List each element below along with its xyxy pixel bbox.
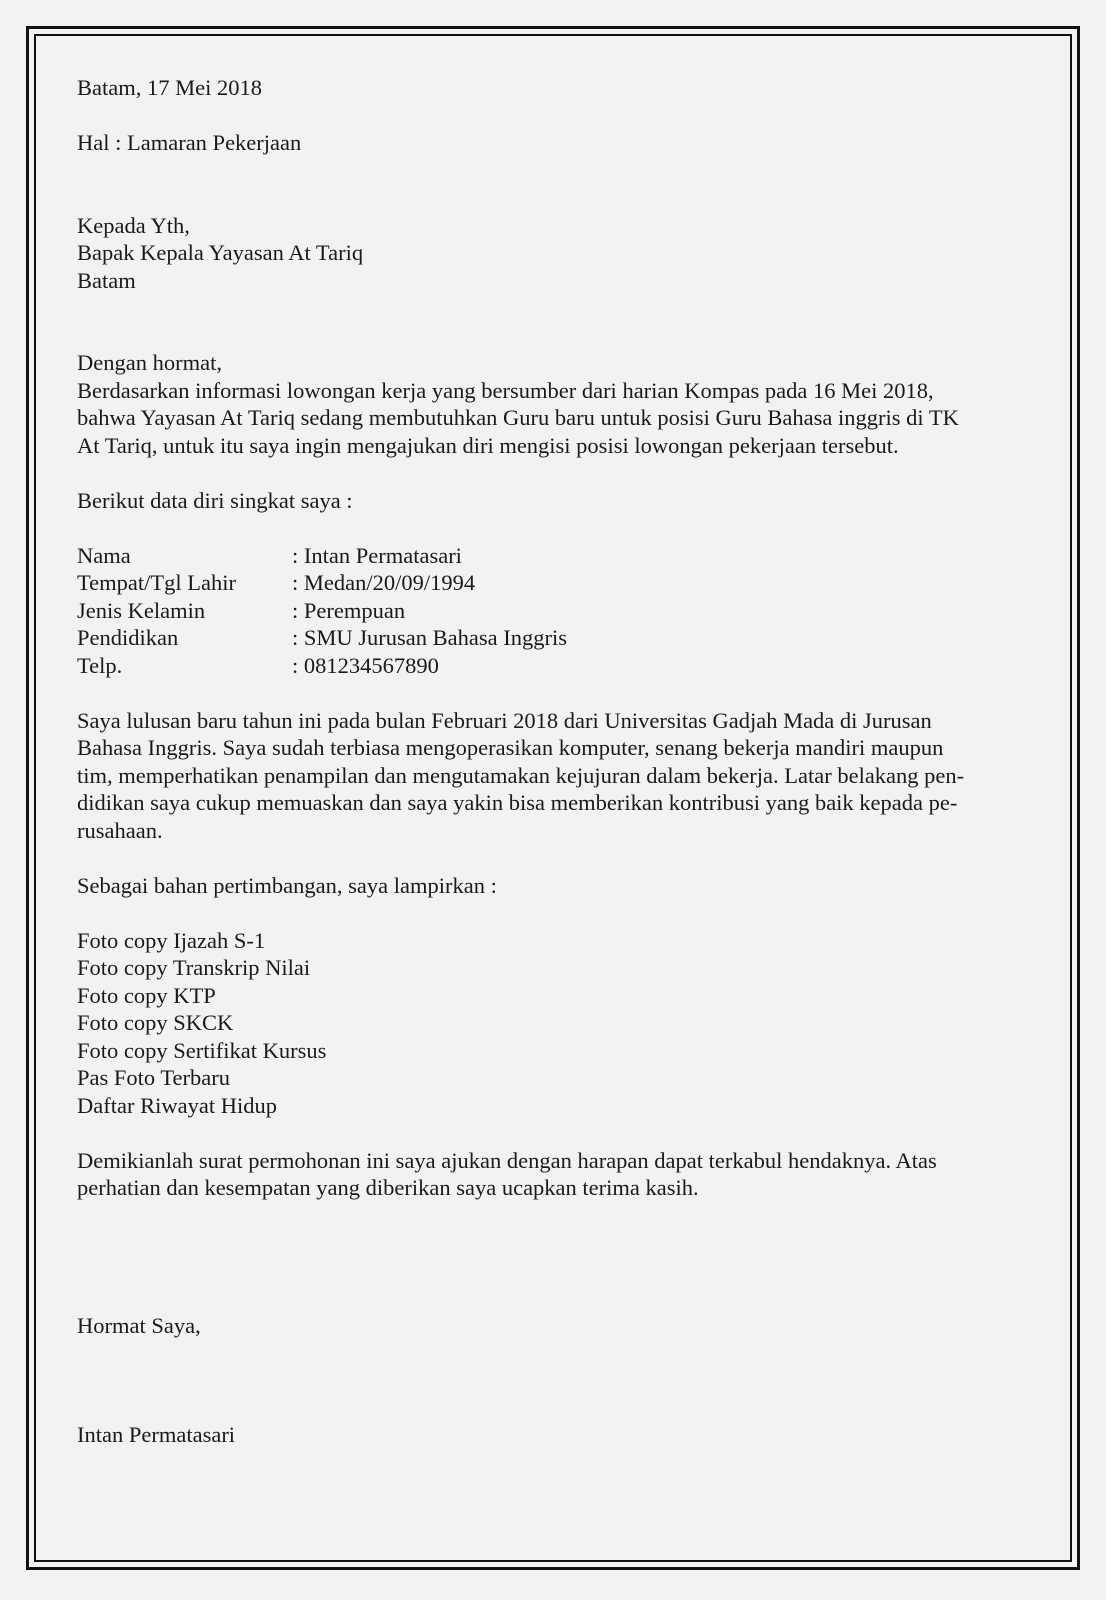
body-line: Saya lulusan baru tahun ini pada bulan Februari 2018 dari Universitas Gadjah Mada di Jurusan (77, 707, 932, 733)
closing-line: Demikianlah surat permohonan ini saya ajukan dengan harapan dapat terkabul hendaknya. Atas (77, 1147, 937, 1173)
intro-line: Berdasarkan informasi lowongan kerja yang bersumber dari harian Kompas pada 16 Mei 2018, (77, 377, 934, 403)
body-line: didikan saya cukup memuaskan dan saya yakin bisa memberikan kontribusi yang baik kepada pe- (77, 790, 958, 815)
data-label: Jenis Kelamin (77, 597, 206, 623)
personal-data-row (77, 624, 1037, 652)
data-value: : Perempuan (292, 597, 406, 623)
data-value: : SMU Jurusan Bahasa Inggris (292, 625, 567, 650)
body-line: rusahaan. (77, 817, 163, 843)
data-intro: Berikut data diri singkat saya : (77, 487, 353, 513)
recipient-line: Bapak Kepala Yayasan At Tariq (77, 240, 364, 265)
data-value: : Medan/20/09/1994 (292, 570, 476, 595)
body-paragraph (77, 707, 1037, 845)
letter-date: Batam, 17 Mei 2018 (77, 75, 262, 100)
attachments-intro: Sebagai bahan pertimbangan, saya lampirkan : (77, 872, 497, 898)
data-label: Nama (77, 542, 131, 568)
data-label: Tempat/Tgl Lahir (77, 570, 236, 595)
data-value: : 081234567890 (292, 652, 439, 678)
data-label: Pendidikan (77, 625, 179, 650)
recipient-block (77, 212, 1037, 295)
intro-paragraph (77, 377, 1037, 460)
personal-data-row (77, 569, 1037, 597)
letter-subject: Hal : Lamaran Pekerjaan (77, 130, 302, 155)
attachment-item: Foto copy SKCK (77, 1010, 234, 1035)
attachment-item: Pas Foto Terbaru (77, 1065, 230, 1090)
personal-data-table (77, 542, 1037, 680)
signature-name: Intan Permatasari (77, 1422, 236, 1447)
personal-data-row (77, 597, 1037, 625)
sign-off: Hormat Saya, (77, 1312, 201, 1338)
attachment-item: Foto copy KTP (77, 982, 216, 1008)
intro-line: At Tariq, untuk itu saya ingin mengajukan diri mengisi posisi lowongan pekerjaan tersebut. (77, 432, 899, 458)
closing-paragraph (77, 1147, 1037, 1202)
letter-body (77, 74, 1037, 1449)
body-line: tim, memperhatikan penampilan dan mengutamakan kejujuran dalam bekerja. Latar belakang pen- (77, 762, 965, 788)
closing-line: perhatian dan kesempatan yang diberikan saya ucapkan terima kasih. (77, 1175, 699, 1200)
attachment-item: Foto copy Ijazah S-1 (77, 927, 266, 953)
personal-data-row (77, 652, 1037, 680)
recipient-line: Kepada Yth, (77, 212, 190, 238)
attachment-item: Foto copy Transkrip Nilai (77, 955, 311, 980)
attachment-item: Foto copy Sertifikat Kursus (77, 1037, 327, 1063)
intro-line: bahwa Yayasan At Tariq sedang membutuhkan Guru baru untuk posisi Guru Bahasa inggris di TK (77, 405, 959, 430)
data-label: Telp. (77, 652, 123, 678)
attachment-item: Daftar Riwayat Hidup (77, 1092, 277, 1118)
attachments-list (77, 927, 1037, 1120)
greeting: Dengan hormat, (77, 350, 222, 375)
data-value: : Intan Permatasari (292, 542, 462, 568)
recipient-line: Batam (77, 267, 136, 293)
body-line: Bahasa Inggris. Saya sudah terbiasa mengoperasikan komputer, senang bekerja mandiri maupun (77, 735, 944, 760)
personal-data-row (77, 542, 1037, 570)
